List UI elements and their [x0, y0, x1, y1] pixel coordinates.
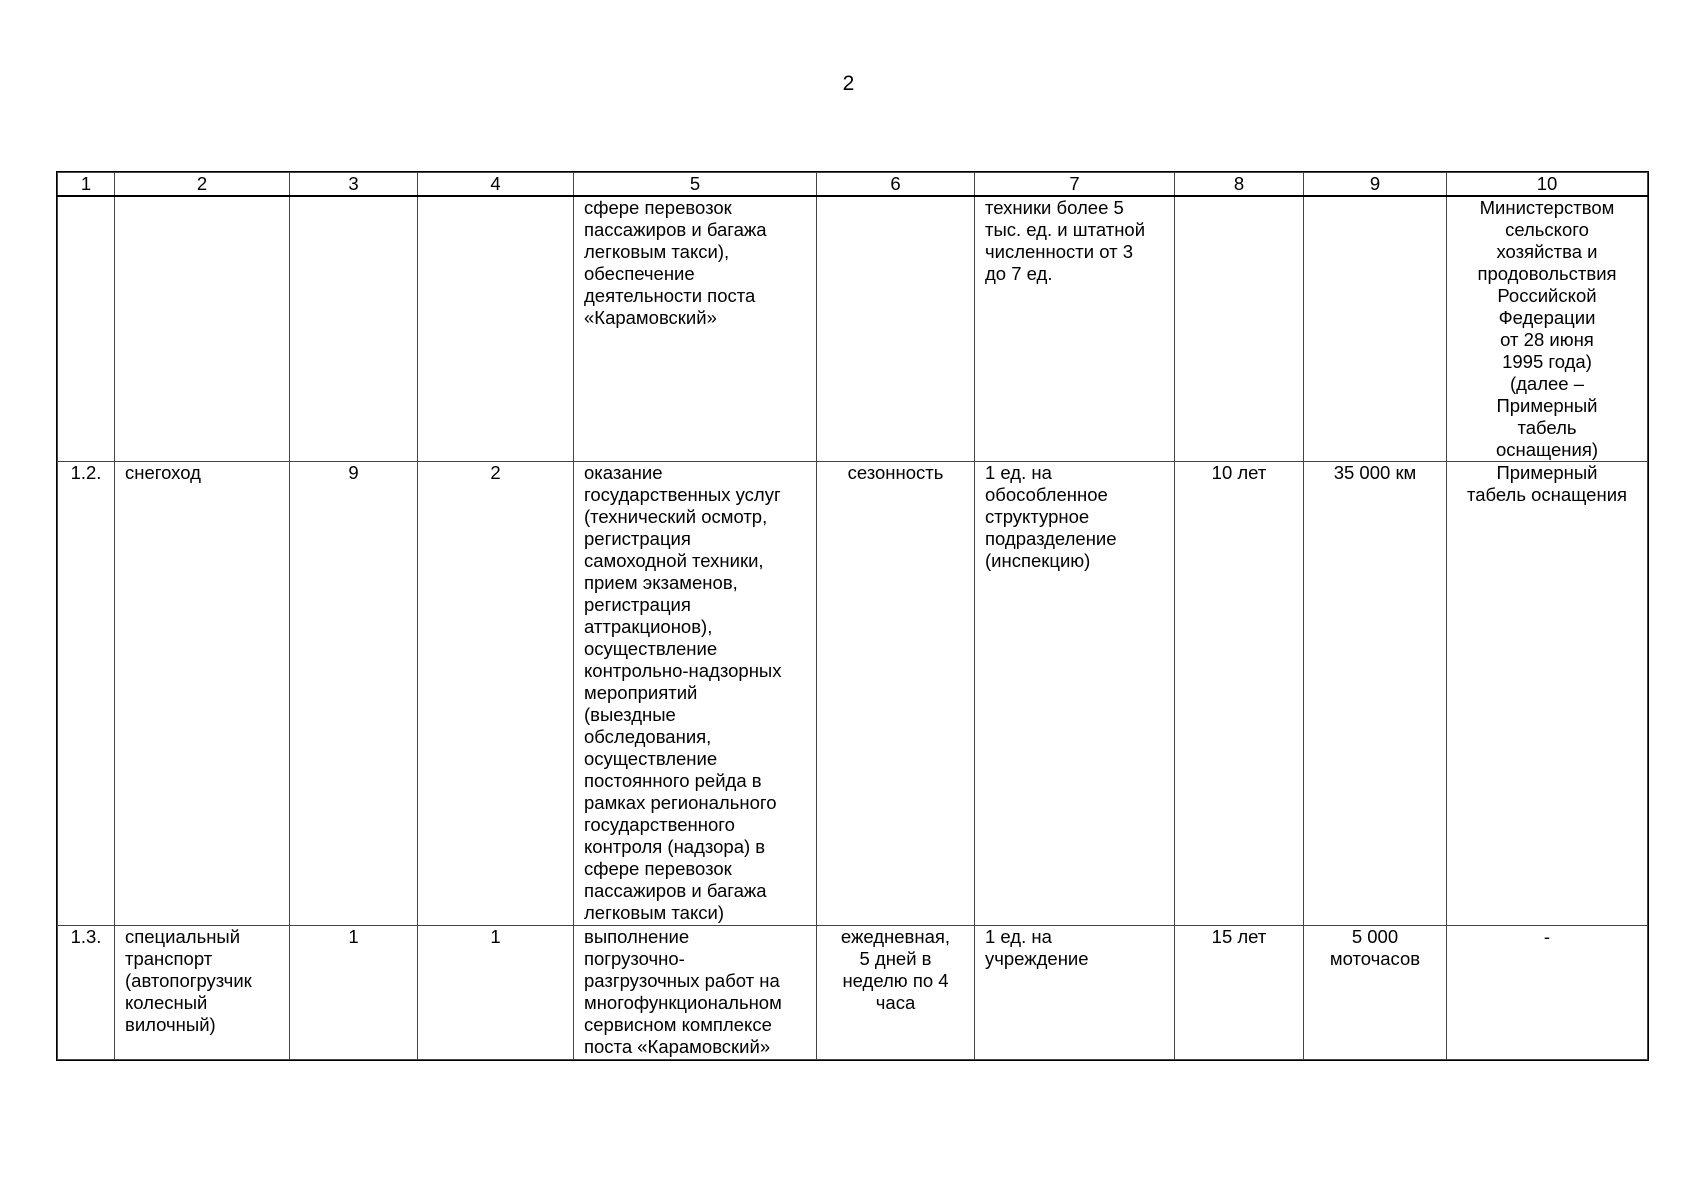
cell-service-life: 15 лет — [1175, 926, 1304, 1060]
cell-mileage — [1304, 196, 1447, 462]
cell-name — [115, 196, 290, 462]
column-header: 6 — [817, 173, 975, 197]
column-header: 3 — [290, 173, 418, 197]
cell-quantity — [290, 196, 418, 462]
page-number: 2 — [842, 72, 855, 95]
column-header: 9 — [1304, 173, 1447, 197]
cell-basis: - — [1447, 926, 1648, 1060]
cell-purpose: сфере перевозок пассажиров и багажа легковым такси), обеспечение деятельности поста «Карамовский» — [574, 196, 817, 462]
cell-service-life — [1175, 196, 1304, 462]
column-header: 7 — [975, 173, 1175, 197]
cell-frequency: ежедневная, 5 дней в неделю по 4 часа — [817, 926, 975, 1060]
column-header: 4 — [418, 173, 574, 197]
cell-name: специальный транспорт (автопогрузчик колесный вилочный) — [115, 926, 290, 1060]
cell-basis: Примерный табель оснащения — [1447, 462, 1648, 926]
cell-mileage: 35 000 км — [1304, 462, 1447, 926]
cell-quantity: 1 — [290, 926, 418, 1060]
cell-norm: 1 ед. на учреждение — [975, 926, 1175, 1060]
table-row — [58, 462, 1648, 926]
column-header: 5 — [574, 173, 817, 197]
cell-col4: 1 — [418, 926, 574, 1060]
column-header: 8 — [1175, 173, 1304, 197]
column-header: 1 — [58, 173, 115, 197]
cell-norm: 1 ед. на обособленное структурное подразделение (инспекцию) — [975, 462, 1175, 926]
column-header: 2 — [115, 173, 290, 197]
cell-number — [58, 196, 115, 462]
column-header: 10 — [1447, 173, 1648, 197]
cell-name: снегоход — [115, 462, 290, 926]
cell-purpose: выполнение погрузочно- разгрузочных работ на многофункциональном сервисном комплексе поста «Карамовский» — [574, 926, 817, 1060]
cell-purpose: оказание государственных услуг (технический осмотр, регистрация самоходной техники, прием экзаменов, регистрация аттракционов), осуществление контрольно-надзорных мероприятий (выездные обследования, осуществление постоянного рейда в рамках регионального государственного контроля (надзора) в сфере перевозок пассажиров и багажа легковым такси) — [574, 462, 817, 926]
cell-quantity: 9 — [290, 462, 418, 926]
header-row — [58, 173, 1648, 197]
table-row — [58, 926, 1648, 1060]
cell-service-life: 10 лет — [1175, 462, 1304, 926]
cell-col4 — [418, 196, 574, 462]
cell-basis: Министерством сельского хозяйства и продовольствия Российской Федерации от 28 июня 1995 года) (далее – Примерный табель оснащения) — [1447, 196, 1648, 462]
equipment-table — [57, 172, 1648, 1060]
table-header — [58, 173, 1648, 197]
table-row — [58, 196, 1648, 462]
cell-norm: техники более 5 тыс. ед. и штатной численности от 3 до 7 ед. — [975, 196, 1175, 462]
cell-number: 1.3. — [58, 926, 115, 1060]
cell-frequency: сезонность — [817, 462, 975, 926]
cell-number: 1.2. — [58, 462, 115, 926]
cell-mileage: 5 000 моточасов — [1304, 926, 1447, 1060]
cell-frequency — [817, 196, 975, 462]
cell-col4: 2 — [418, 462, 574, 926]
